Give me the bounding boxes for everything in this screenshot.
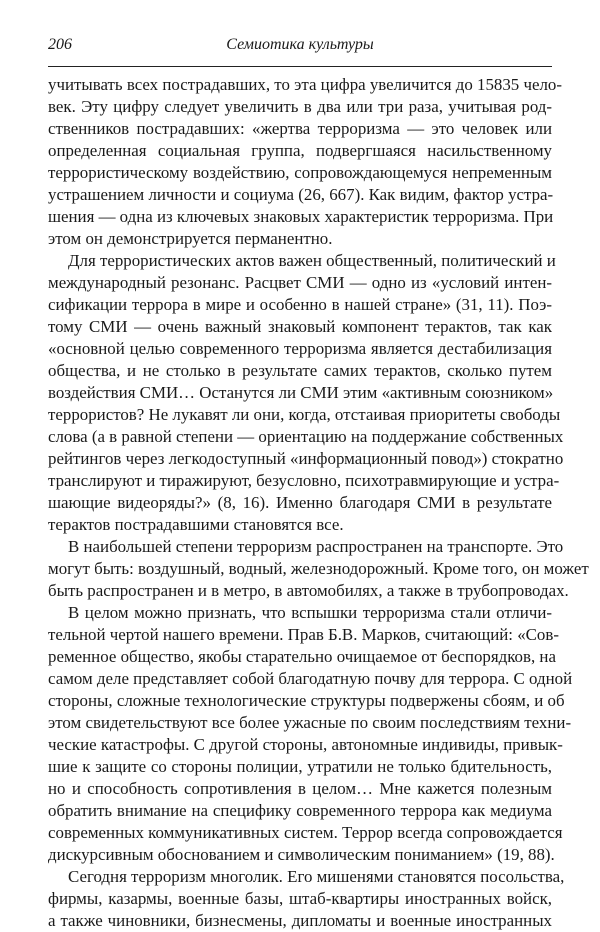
text-line: слова (а в равной степени — ориентацию на поддержание собственных <box>48 427 564 446</box>
text-line: Для террористических актов важен общественный, политический и <box>68 251 556 270</box>
text-line: рейтингов через легкодоступный «информационный повод») стократно <box>48 449 564 468</box>
text-line: самом деле представляет собой благодатную почву для террора. С одной <box>48 669 573 688</box>
text-line: могут быть: воздушный, водный, железнодорожный. Кроме того, он может <box>48 559 589 578</box>
text-line: шения — одна из ключевых знаковых характеристик терроризма. При <box>48 207 554 226</box>
text-line: «основной целью современного терроризма является дестабилизация <box>48 339 552 358</box>
text-line: обратить внимание на специфику современного террора как медиума <box>48 801 552 820</box>
running-title: Семиотика культуры <box>226 36 374 53</box>
text-line: террористическому воздействию, сопровождающемуся непременным <box>48 163 552 182</box>
text-line: В наибольшей степени терроризм распространен на транспорте. Это <box>68 537 564 556</box>
text-line: современных коммуникативных систем. Террор всегда сопровождается <box>48 823 563 842</box>
text-line: шие к защите со стороны полиции, утратили не только бдительность, <box>48 757 552 776</box>
text-line: фирмы, казармы, военные базы, штаб-квартиры иностранных войск, <box>48 889 552 908</box>
text-line: быть распространен и в метро, в автомобилях, а также в трубопроводах. <box>48 581 569 600</box>
paragraph <box>48 250 564 536</box>
text-line: ственников пострадавших: «жертва терроризма — это человек или <box>48 119 552 138</box>
text-line: терактов пострадавшими становятся все. <box>48 515 344 534</box>
text-line: но и способность сопротивления в целом… Мне кажется полезным <box>48 779 552 798</box>
text-line: транслируют и тиражируют, безусловно, психотравмирующие и устра- <box>48 471 560 490</box>
text-line: террористов? Не лукавят ли они, когда, отстаивая приоритеты свободы <box>48 405 561 424</box>
text-line: сификации террора в мире и особенно в нашей стране» (31, 11). Поэ- <box>48 295 552 314</box>
paragraph <box>48 74 562 250</box>
text-line: дискурсивным обоснованием и символическим пониманием» (19, 88). <box>48 845 555 864</box>
text-line: стороны, сложные технологические структуры подвержены сбоям, и об <box>48 691 565 710</box>
page-number: 206 <box>48 36 72 53</box>
text-line: устрашением личности и социума (26, 667). Как видим, фактор устра- <box>48 185 554 204</box>
text-line: Сегодня терроризм многолик. Его мишенями становятся посольства, <box>68 867 565 886</box>
text-line: а также чиновники, бизнесмены, дипломаты и военные иностранных <box>48 911 552 930</box>
text-line: шающие видеоряды?» (8, 16). Именно благодаря СМИ в результате <box>48 493 552 512</box>
text-line: учитывать всех пострадавших, то эта цифра увеличится до 15835 чело- <box>48 75 562 94</box>
text-line: век. Эту цифру следует увеличить в два или три раза, учитывая род- <box>48 97 552 116</box>
paragraph <box>48 602 573 866</box>
paragraph <box>48 866 565 932</box>
page-header <box>48 36 552 62</box>
header-rule <box>48 66 552 67</box>
text-line: этом свидетельствуют все более ужасные по своим последствиям техни- <box>48 713 572 732</box>
text-line: В целом можно признать, что вспышки терроризма стали отличи- <box>68 603 552 622</box>
text-line: тому СМИ — очень важный знаковый компонент терактов, так как <box>48 317 552 336</box>
text-line: воздействия СМИ… Останутся ли СМИ этим «активным союзником» <box>48 383 554 402</box>
text-line: этом он демонстрируется перманентно. <box>48 229 333 248</box>
text-line: общества, и не столько в результате самих терактов, сколько путем <box>48 361 552 380</box>
text-line: тельной чертой нашего времени. Прав Б.В. Марков, считающий: «Сов- <box>48 625 559 644</box>
text-line: определенная социальная группа, подвергшаяся насильственному <box>48 141 552 160</box>
text-line: ческие катастрофы. С другой стороны, автономные индивиды, привык- <box>48 735 563 754</box>
body-text <box>48 74 589 932</box>
text-line: ременное общество, якобы старательно очищаемое от беспорядков, на <box>48 647 556 666</box>
paragraph <box>48 536 589 602</box>
text-line: международный резонанс. Расцвет СМИ — одно из «условий интен- <box>48 273 552 292</box>
